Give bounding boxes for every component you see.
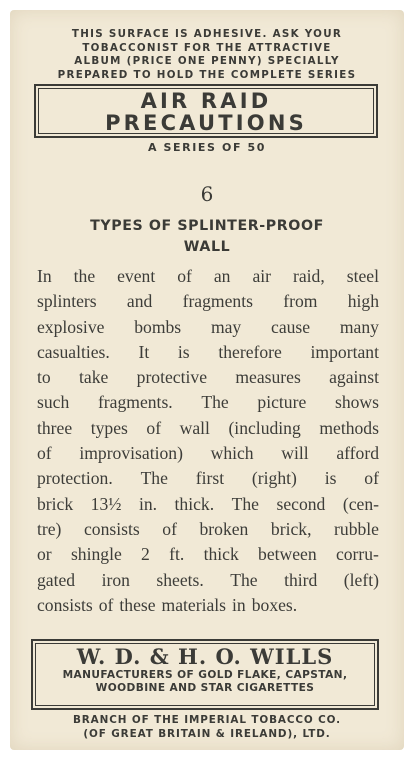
text-word: the bbox=[73, 266, 96, 286]
text-word: materials bbox=[161, 594, 227, 615]
notice-line: THIS SURFACE IS ADHESIVE. ASK YOUR bbox=[71, 28, 343, 40]
text-line bbox=[37, 264, 379, 289]
text-word: broken bbox=[199, 518, 249, 539]
text-word: wall bbox=[179, 417, 210, 438]
text-word: third bbox=[284, 569, 318, 590]
text-word: protection. bbox=[37, 468, 113, 489]
text-word: splinters bbox=[37, 291, 97, 312]
branch-line: (OF GREAT BRITAIN & IRELAND), LTD. bbox=[83, 727, 331, 740]
text-word: will bbox=[281, 443, 309, 464]
text-word: brick, bbox=[270, 518, 312, 539]
text-word: corru- bbox=[335, 544, 379, 565]
text-word: The bbox=[201, 392, 229, 413]
text-word: raid, bbox=[293, 266, 325, 286]
text-word: these bbox=[119, 594, 156, 615]
text-word: tre) bbox=[37, 518, 62, 539]
cigarette-card-back bbox=[10, 10, 404, 750]
text-word: types bbox=[90, 417, 128, 438]
text-word: therefore bbox=[218, 341, 282, 362]
text-line bbox=[37, 365, 379, 390]
text-word: picture bbox=[257, 392, 307, 413]
text-word: (left) bbox=[343, 569, 379, 590]
text-word: afford bbox=[336, 443, 379, 464]
text-line bbox=[37, 542, 379, 567]
text-word: iron bbox=[101, 569, 130, 590]
text-word: and bbox=[126, 291, 153, 312]
text-word: event bbox=[117, 266, 156, 286]
text-word: of bbox=[177, 266, 192, 286]
text-line bbox=[37, 441, 379, 466]
text-word: which bbox=[210, 443, 254, 464]
text-line bbox=[37, 390, 379, 415]
text-line bbox=[37, 289, 379, 314]
text-word: such bbox=[37, 392, 70, 413]
notice-line: ALBUM (PRICE ONE PENNY) SPECIALLY bbox=[74, 55, 340, 67]
text-word: shingle bbox=[70, 544, 122, 565]
text-line bbox=[37, 416, 379, 441]
notice-line: TOBACCONIST FOR THE ATTRACTIVE bbox=[82, 41, 332, 54]
text-word: first bbox=[195, 468, 225, 489]
text-word: casualties. bbox=[37, 341, 110, 362]
text-word: The bbox=[231, 493, 259, 514]
title-line: PRECAUTIONS bbox=[105, 111, 307, 135]
text-word: between bbox=[258, 544, 317, 565]
text-word: fragments. bbox=[97, 392, 173, 413]
text-word: (cen- bbox=[342, 493, 379, 514]
text-word: improvisation) bbox=[79, 443, 183, 464]
text-line bbox=[37, 492, 379, 517]
text-word: may bbox=[210, 316, 242, 337]
text-word: shows bbox=[334, 392, 379, 413]
text-word: (including bbox=[228, 417, 301, 438]
text-word: air bbox=[252, 266, 272, 286]
heading-line: WALL bbox=[183, 239, 231, 255]
text-word: second bbox=[276, 493, 326, 514]
text-line bbox=[37, 568, 379, 593]
text-word: (right) bbox=[251, 468, 297, 489]
text-word: high bbox=[347, 291, 379, 312]
text-word: The bbox=[140, 468, 168, 489]
text-word: thick. bbox=[174, 493, 215, 514]
manufacturer-brands: WOODBINE AND STAR CIGARETTES bbox=[95, 682, 315, 694]
text-word: 13½ bbox=[90, 493, 122, 514]
text-word: to bbox=[37, 367, 51, 388]
text-word: or bbox=[37, 544, 52, 565]
text-word: fragments bbox=[182, 291, 253, 312]
text-line bbox=[37, 340, 379, 365]
text-line bbox=[37, 466, 379, 491]
text-word: explosive bbox=[37, 316, 105, 337]
text-word: sheets. bbox=[156, 569, 204, 590]
branch-notice bbox=[10, 714, 404, 741]
text-line bbox=[37, 517, 379, 542]
text-word: methods bbox=[319, 417, 379, 438]
text-word: in. bbox=[138, 493, 158, 514]
heading-line: TYPES OF SPLINTER-PROOF bbox=[90, 218, 324, 234]
branch-line: BRANCH OF THE IMPERIAL TOBACCO CO. bbox=[72, 714, 342, 726]
text-word: many bbox=[339, 316, 379, 337]
text-word: cause bbox=[271, 316, 311, 337]
title-box bbox=[34, 84, 378, 138]
text-word: bombs bbox=[134, 316, 182, 337]
text-word: of bbox=[146, 417, 162, 438]
text-word: The bbox=[230, 569, 258, 590]
text-word: of bbox=[364, 468, 379, 489]
text-word: from bbox=[283, 291, 318, 312]
text-word: against bbox=[329, 367, 379, 388]
text-word: protective bbox=[136, 367, 207, 388]
text-word: is bbox=[177, 341, 190, 362]
card-number: 6 bbox=[200, 182, 214, 206]
text-word: three bbox=[37, 417, 73, 438]
description-text bbox=[37, 264, 379, 618]
text-word: take bbox=[79, 367, 109, 388]
text-word: ft. bbox=[169, 544, 185, 565]
text-word: boxes. bbox=[251, 594, 298, 615]
text-word: in bbox=[232, 594, 246, 615]
text-word: gated bbox=[37, 569, 76, 590]
text-line bbox=[37, 593, 379, 618]
text-word: important bbox=[310, 341, 379, 362]
card-heading bbox=[10, 216, 404, 258]
manufacturer-brands: MANUFACTURERS OF GOLD FLAKE, CAPSTAN, bbox=[62, 669, 348, 681]
text-word: of bbox=[162, 518, 177, 539]
text-word: consists bbox=[83, 518, 140, 539]
text-word: 2 bbox=[141, 544, 150, 565]
text-word: of bbox=[98, 594, 114, 615]
notice-line: PREPARED TO HOLD THE COMPLETE SERIES bbox=[57, 68, 357, 81]
text-word: is bbox=[324, 468, 337, 489]
series-label: A SERIES OF 50 bbox=[147, 141, 266, 154]
text-word: of bbox=[37, 443, 52, 464]
text-word: measures bbox=[235, 367, 301, 388]
text-word: an bbox=[213, 266, 231, 286]
text-word: steel bbox=[346, 266, 379, 286]
text-word: consists bbox=[37, 594, 93, 615]
text-word: thick bbox=[203, 544, 239, 565]
adhesive-notice bbox=[20, 28, 394, 82]
text-line bbox=[37, 315, 379, 340]
manufacturer-box bbox=[31, 639, 379, 710]
text-word: In bbox=[37, 266, 52, 286]
text-word: rubble bbox=[334, 518, 379, 539]
text-word: It bbox=[138, 341, 150, 362]
text-word: brick bbox=[37, 493, 74, 514]
title-line: AIR RAID bbox=[140, 89, 272, 113]
manufacturer-name: W. D. & H. O. WILLS bbox=[76, 644, 334, 669]
